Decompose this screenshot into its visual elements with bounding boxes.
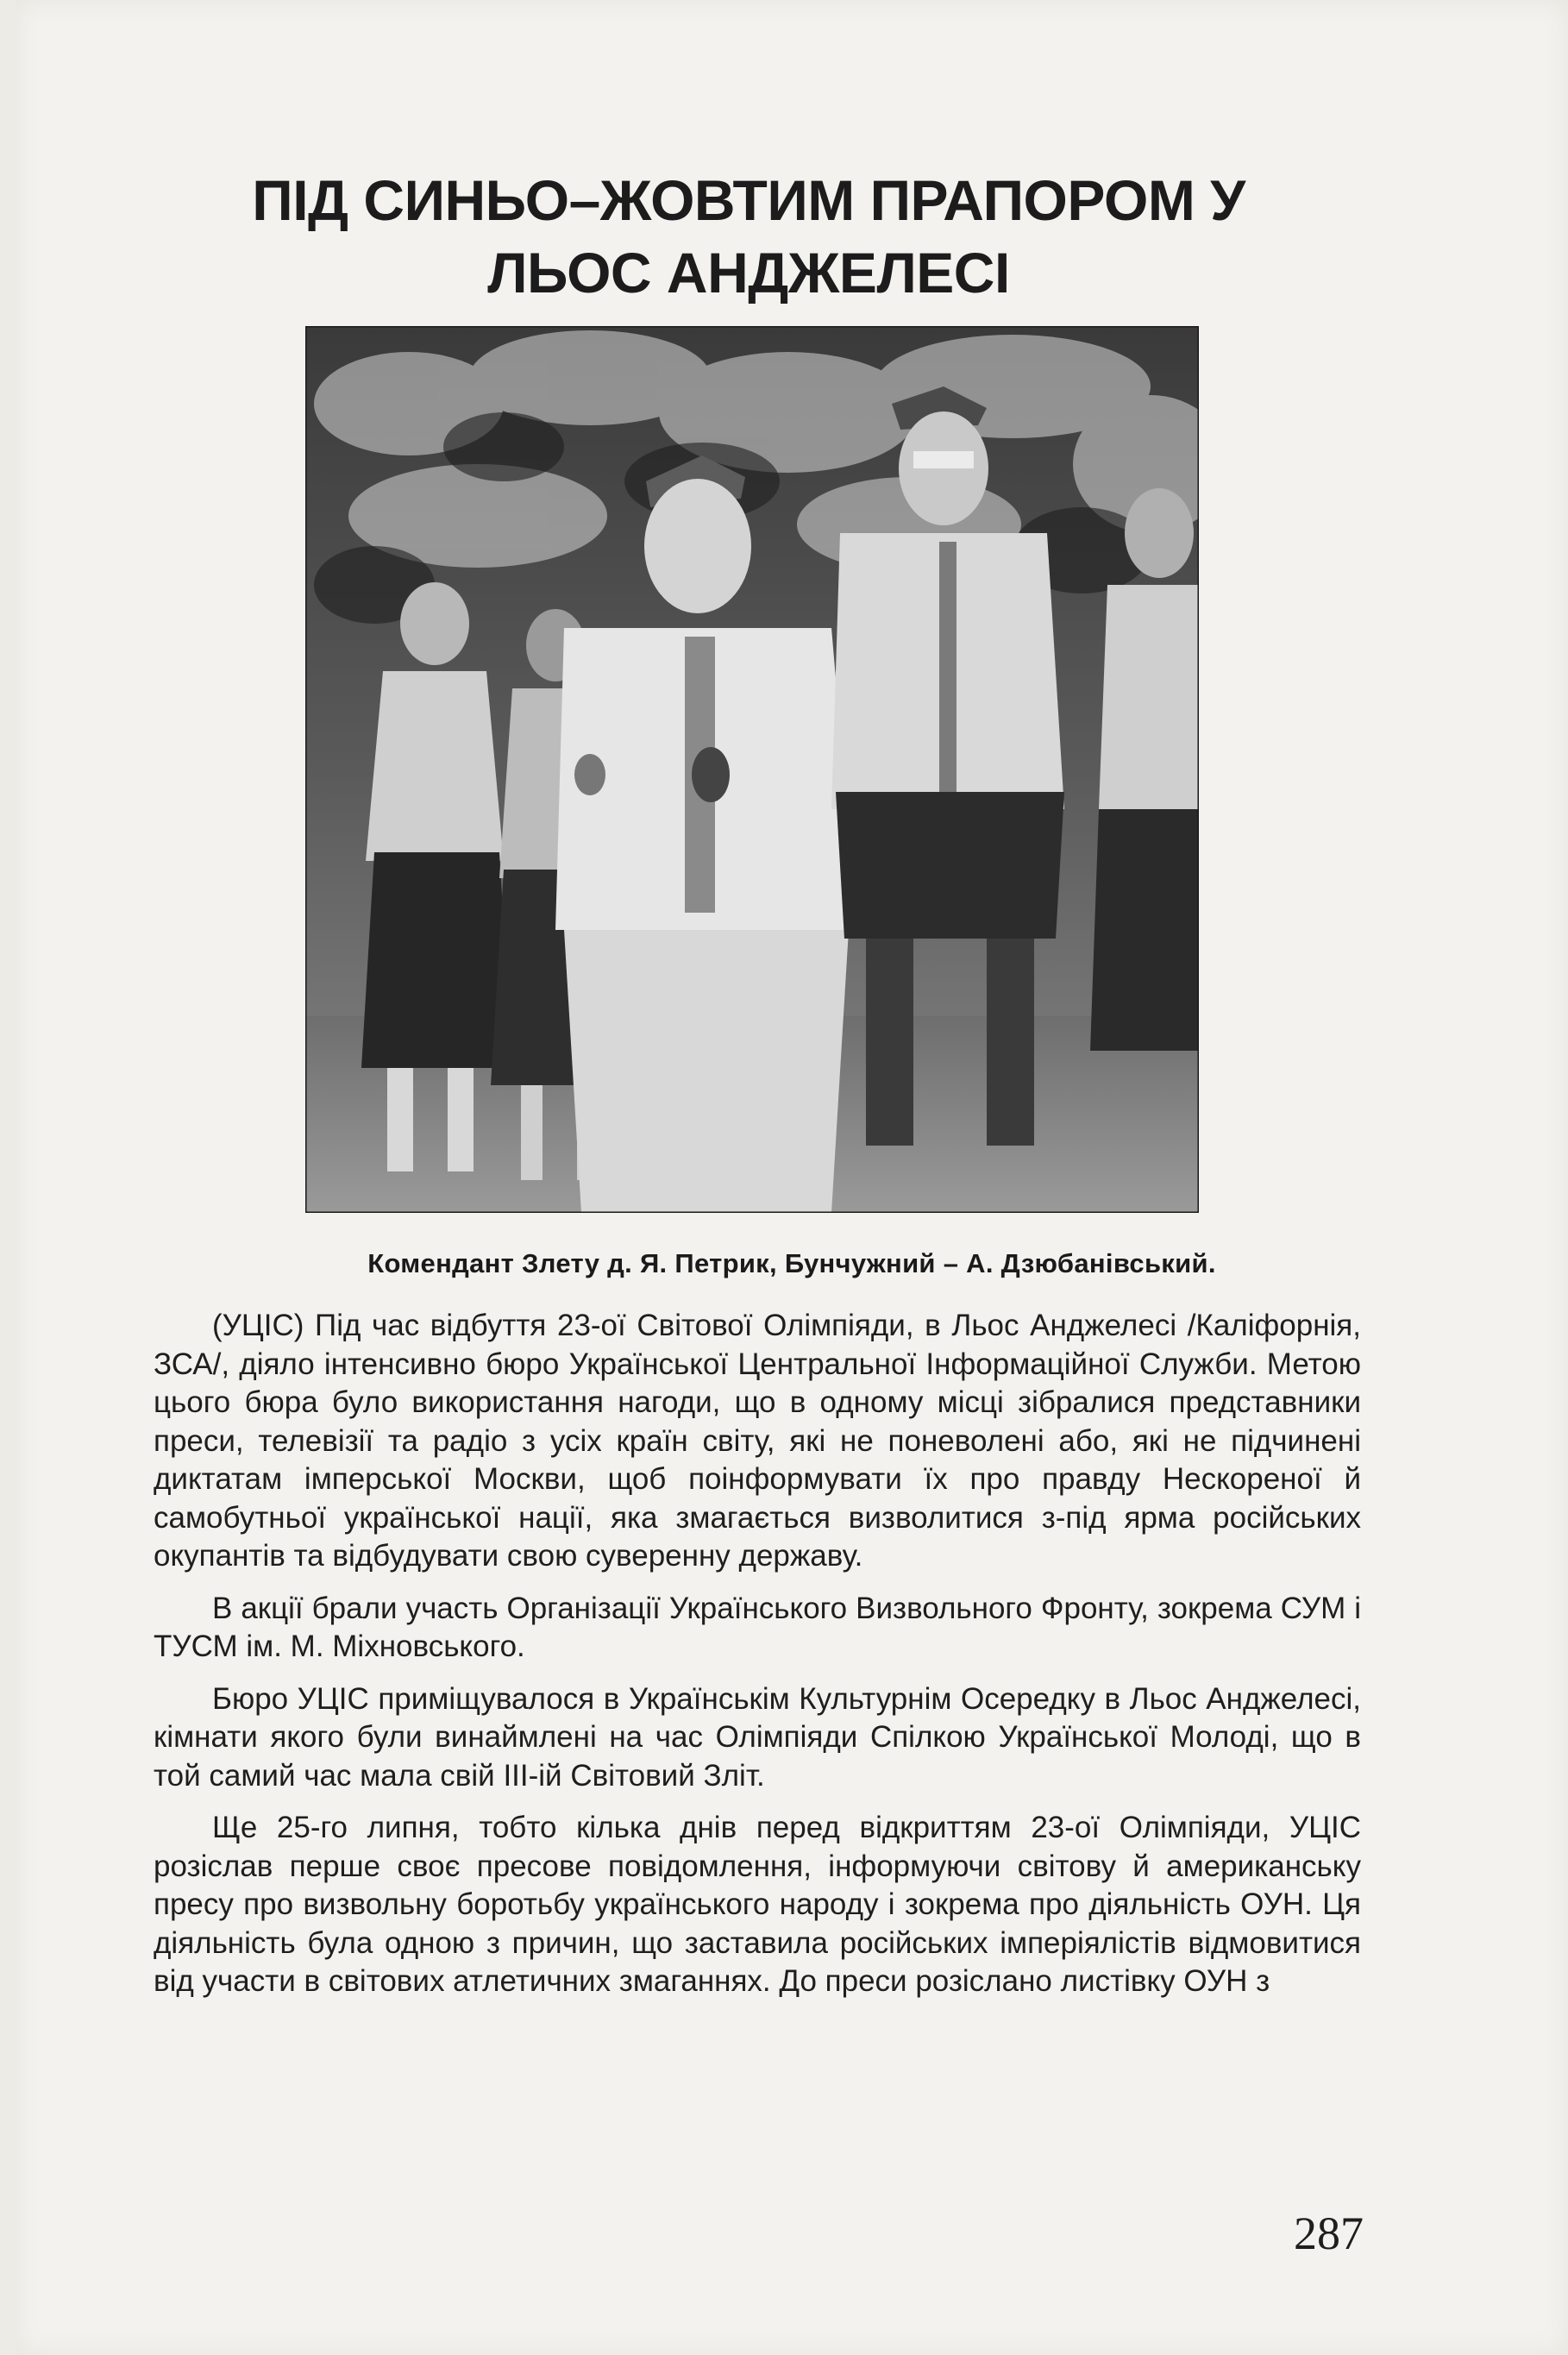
article-title	[145, 164, 1352, 309]
group-photo	[305, 326, 1199, 1213]
title-line-2: ЛЬОС АНДЖЕЛЕСІ	[487, 241, 1010, 305]
document-page	[16, 0, 1568, 2355]
article-body	[154, 1307, 1361, 2015]
paragraph: Бюро УЦІС приміщувалося в Українськім Культурнім Осередку в Льос Анджелесі, кімнати якого були винаймлені на час Олімпіяди Спілкою Української Молоді, що в той самий час мала свій ІІІ-ій Світовий Зліт.	[154, 1681, 1361, 1793]
paragraph: В акції брали участь Організації Українського Визвольного Фронту, зокрема СУМ і ТУСМ ім. М. Міхновського.	[154, 1591, 1361, 1663]
paragraph: Ще 25-го липня, тобто кілька днів перед відкриттям 23-ої Олімпіяди, УЦІС розіслав перше своє пресове повідомлення, інформуючи світову й американську пресу про визвольну боротьбу українського народу і зокрема про діяльність ОУН. Ця діяльність була одною з причин, що заставила російських імперіялістів відмовитися від участи в світових атлетичних змаганнях. До преси розіслано листівку ОУН з	[154, 1811, 1361, 1998]
title-line-1: ПІД СИНЬО–ЖОВТИМ ПРАПОРОМ У	[252, 168, 1245, 232]
group-photo-icon	[305, 326, 1199, 1213]
page-number: 287	[1294, 2207, 1364, 2259]
photo-caption: Комендант Злету д. Я. Петрик, Бунчужний – А. Дзюбанівський.	[367, 1248, 1216, 1278]
paragraph: (УЦІС) Під час відбуття 23-ої Світової Олімпіяди, в Льос Анджелесі /Каліфорнія, ЗСА/, діяло інтенсивно бюро Української Центральної Інформаційної Служби. Метою цього бюра було використання нагоди, що в одному місці зібралися представники преси, телевізії та радіо з усіх країн світу, які не поневолені або, які не підчинені диктатам імперської Москви, щоб поінформувати їх про правду Нескореної й самобутньої української нації, яка змагається визволитися з-під ярма російських окупантів та відбудувати свою суверенну державу.	[154, 1309, 1361, 1573]
